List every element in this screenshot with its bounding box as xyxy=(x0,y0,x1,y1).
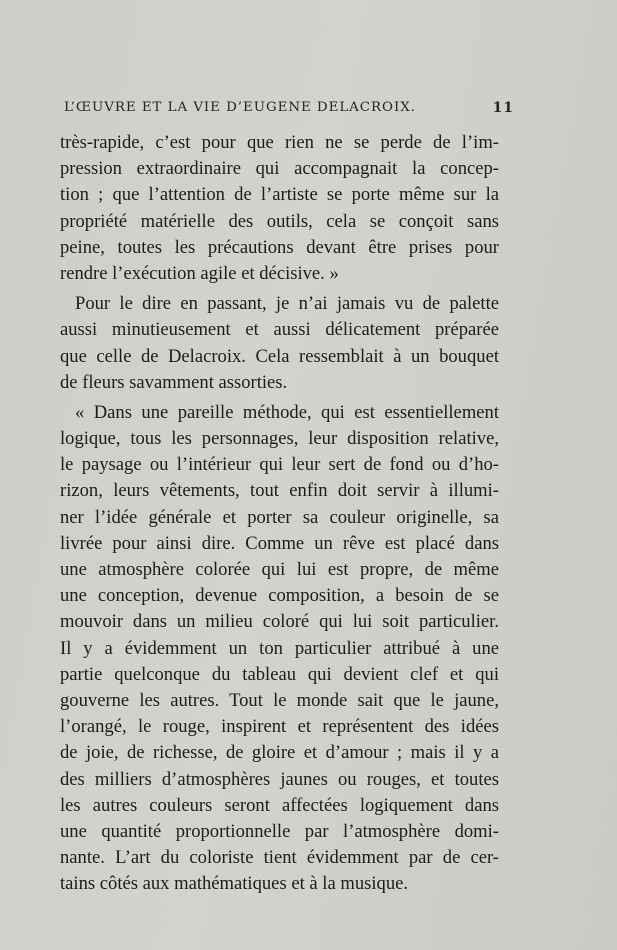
text-line: logique, tous les personnages, leur disposition relative, xyxy=(60,428,499,450)
text-line: pression extraordinaire qui accompagnait la concep- xyxy=(60,158,499,180)
text-line: « Dans une pareille méthode, qui est essentiellement xyxy=(75,401,499,423)
text-line: ner l’idée générale et porter sa couleur originelle, sa xyxy=(60,506,499,528)
paragraph-1 xyxy=(60,130,499,287)
text-line: tains côtés aux mathématiques et à la musique. xyxy=(60,873,409,895)
text-line: une conception, devenue composition, a besoin de se xyxy=(60,585,499,607)
text-line: livrée pour ainsi dire. Comme un rêve est placé dans xyxy=(60,532,499,554)
running-head xyxy=(64,100,514,116)
text-line: gouverne les autres. Tout le monde sait que le jaune, xyxy=(60,689,499,711)
text-line: partie quelconque du tableau qui devient clef et qui xyxy=(60,663,499,685)
text-line: rendre l’exécution agile et décisive. » xyxy=(60,262,339,284)
text-line: rizon, leurs vêtements, tout enfin doit servir à illumi- xyxy=(60,480,499,502)
text-line: très-rapide, c’est pour que rien ne se perde de l’im- xyxy=(60,132,499,153)
text-line: peine, toutes les précautions devant être prises pour xyxy=(60,236,499,258)
text-line: une atmosphère colorée qui lui est propre, de même xyxy=(60,559,499,580)
text-line: nante. L’art du coloriste tient évidemment par de cer- xyxy=(60,847,499,869)
text-line: de fleurs savamment assorties. xyxy=(60,371,288,393)
text-line: le paysage ou l’intérieur qui leur sert de fond ou d’ho- xyxy=(60,454,499,476)
paragraph-3 xyxy=(60,400,499,898)
page-number: 11 xyxy=(492,100,514,116)
text-line: Il y a évidemment un ton particulier attribué à une xyxy=(60,637,499,659)
text-line: les autres couleurs seront affectées logiquement dans xyxy=(60,794,499,816)
text-line: aussi minutieusement et aussi délicatement préparée xyxy=(60,319,499,341)
text-line: Pour le dire en passant, je n’ai jamais vu de palette xyxy=(75,293,499,315)
text-line: que celle de Delacroix. Cela ressemblait à un bouquet xyxy=(60,345,499,367)
text-line: l’orangé, le rouge, inspirent et représentent des idées xyxy=(60,716,499,738)
text-line: mouvoir dans un milieu coloré qui lui soit particulier. xyxy=(60,611,499,633)
text-line: des milliers d’atmosphères jaunes ou rouges, et toutes xyxy=(60,768,499,790)
paragraph-2 xyxy=(60,291,499,396)
text-line: une quantité proportionnelle par l’atmosphère domi- xyxy=(60,820,499,842)
running-title: L’ŒUVRE ET LA VIE D’EUGENE DELACROIX. xyxy=(64,100,416,115)
text-line: de joie, de richesse, de gloire et d’amour ; mais il y a xyxy=(60,742,499,764)
body-text xyxy=(60,130,499,897)
text-line: propriété matérielle des outils, cela se conçoit sans xyxy=(60,210,499,232)
text-line: tion ; que l’attention de l’artiste se porte même sur la xyxy=(60,184,499,206)
